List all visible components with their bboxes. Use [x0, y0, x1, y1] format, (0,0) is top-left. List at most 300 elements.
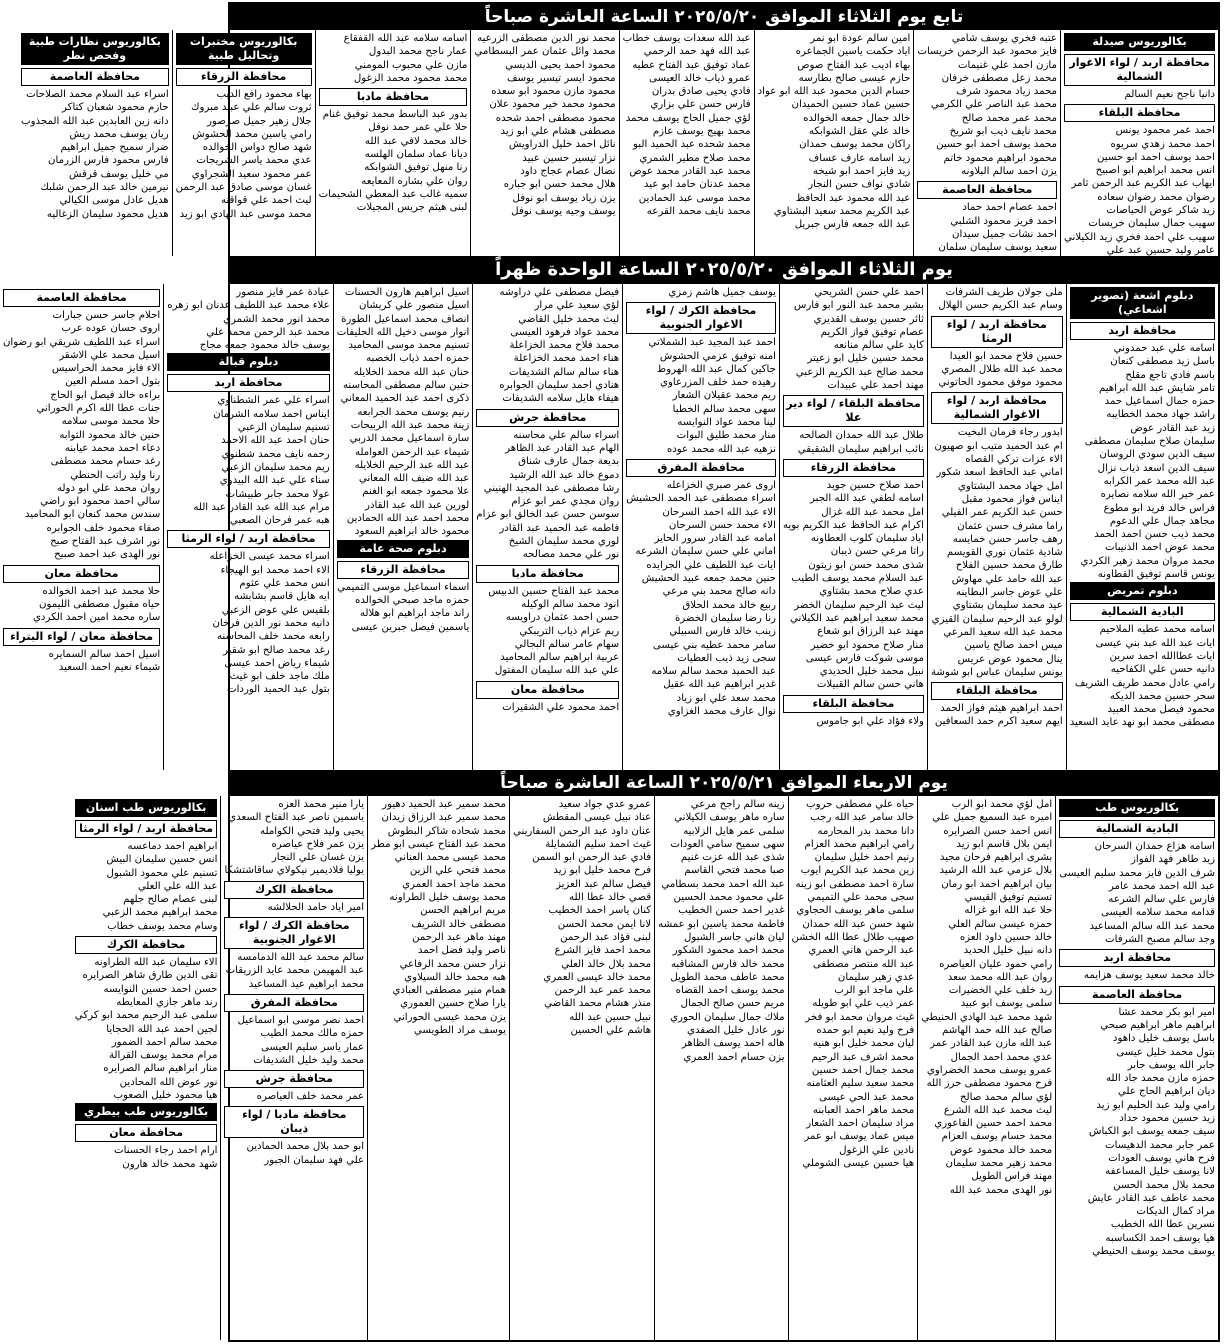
- candidate-name: قصي خالد عطا الله: [569, 892, 652, 904]
- candidate-name: بشرى ابراهيم فرحان مجيد: [939, 852, 1053, 864]
- candidate-name: علي ماجد ابو الرب: [834, 985, 915, 997]
- candidate-name: اروى حسان عوده عرب: [61, 323, 161, 335]
- candidate-name: جلال زهير جميل صرصور: [207, 115, 312, 127]
- candidate-name: غدير احمد حسن الخطيب: [678, 905, 785, 917]
- candidate-name: مريم ابراهيم الحسن: [420, 905, 506, 917]
- candidate-name: محمد ابراهيم محمد الزعبي: [102, 907, 218, 919]
- candidate-name: يوليا فلاديمير نيكولاي ساقاشتشكا: [224, 865, 365, 877]
- candidate-name: يارا منير محمد العزه: [278, 799, 365, 810]
- candidate-name: لانا ايمن محمد الحسن: [557, 918, 652, 930]
- candidate-name: محمد عبد الرحمن محمد علي: [206, 326, 330, 338]
- region-heading: محافظة المفرق: [224, 994, 364, 1012]
- candidate-name: لبنى عصام صالح جلهم: [123, 894, 218, 906]
- region-heading: محافظة العاصمة: [21, 68, 169, 86]
- candidate-name: حسام الدين محمود عبد الله ابو عواد: [757, 86, 911, 98]
- candidate-name: اماني عبد الحافظ اسعد شكور: [936, 467, 1063, 479]
- candidate-name: مهند احمد علي عبيدات: [827, 380, 924, 392]
- candidate-name: سهى سميح سامي العودات: [670, 838, 785, 850]
- candidate-name: هيا حسين عيسى الشوملي: [802, 1158, 915, 1170]
- candidate-name: فرح هاني يوسف العودات: [1108, 1152, 1215, 1164]
- region-heading: محافظة الزرقاء: [176, 68, 312, 86]
- candidate-name: خالد محمد لافي عبد الله: [364, 135, 468, 147]
- program-title: بكالوريوس طب بيطري: [75, 1103, 218, 1121]
- candidate-name: راشد جهاد محمد الخطايبه: [1106, 409, 1215, 421]
- candidate-name: عبد الله مازن عبد القادر عمر: [930, 1038, 1053, 1050]
- candidate-name: هناء سالم سالم الشديفات: [509, 366, 620, 378]
- candidate-name: وسام عبد الكريم حسن الهلال: [938, 300, 1063, 312]
- candidate-name: محمد زعل مصطفى خرفان: [941, 72, 1057, 84]
- program-title: دبلوم صحة عامة: [337, 540, 470, 558]
- candidate-name: عبد الله حامد علي مهاوش: [951, 573, 1063, 585]
- candidate-name: ثائر حسين يوسف القديري: [813, 313, 924, 325]
- candidate-name: تسنيم توفيق القيسي: [964, 892, 1053, 904]
- candidate-name: بدور عبد الباسط محمد توفيق غنام: [322, 109, 468, 121]
- list-column: [163, 284, 332, 770]
- list-column: [917, 796, 1055, 1340]
- candidate-name: محمد احمد محمود الشكور: [672, 945, 785, 957]
- candidate-name: عبد الحميد محمد سالم سلامه: [651, 666, 776, 678]
- candidate-name: رنا منهل توفيق الشوابكه: [364, 162, 468, 174]
- candidate-name: اياد حكمت ياسين الجماعره: [795, 46, 911, 58]
- section-1: [21, 30, 1218, 256]
- region-heading: البادية الشمالية: [1059, 820, 1215, 838]
- candidate-name: دانيه محمد نور الدين فرخان: [212, 617, 330, 629]
- candidate-name: شهد محمد خالد هارون: [122, 1158, 218, 1170]
- candidate-name: رامي عادل محمد طريف الشريف: [1074, 677, 1215, 689]
- candidate-name: الاء عبد الله احمد السرحان: [662, 506, 776, 518]
- region-heading: محافظة البلقاء: [931, 682, 1063, 700]
- candidate-name: عربية ابراهيم سالم المحاميد: [500, 652, 620, 664]
- candidate-name: زيد حسين محمود حداد: [1119, 1113, 1215, 1125]
- candidate-name: سحر حسين محمد الديكه: [1109, 690, 1215, 702]
- candidate-name: لؤي سالم محمد صالح: [959, 1091, 1053, 1103]
- candidate-name: هلال محمد حسن ابو جباره: [503, 179, 616, 191]
- candidate-name: بتول عبد الحميد الوردات: [227, 684, 330, 696]
- candidate-name: راكان محمد يوسف حمدان: [799, 139, 911, 151]
- list-column: [1060, 30, 1218, 256]
- candidate-name: محمد عبد الفتاح حسين الدبيس: [488, 585, 620, 597]
- list-column: [0, 284, 163, 770]
- list-column: [509, 796, 654, 1340]
- candidate-name: محمد شحاده شاكر البطوش: [387, 825, 506, 837]
- list-column: [927, 284, 1066, 770]
- candidate-name: اسراء سالم علي محاسنه: [513, 429, 620, 441]
- candidate-name: ايه هايل قاسم بشابشه: [234, 591, 330, 603]
- candidate-name: محمد عبد الناصر علي الكرمي: [930, 99, 1057, 111]
- candidate-name: باسم فادي تاجع مقلح: [1125, 369, 1215, 381]
- candidate-name: عبد الله علي العلي: [137, 880, 218, 892]
- list-column: [315, 30, 471, 256]
- candidate-name: تامر شايش عبد الله ابراهيم: [1098, 382, 1215, 394]
- program-title: بكالوريوس نظارات طبية وفحص نظر: [21, 33, 169, 65]
- candidate-name: فاطمة محمد ياسين ابو عمشه: [658, 918, 785, 930]
- candidate-name: سعيد يوسف سليمان سلمان: [938, 242, 1057, 254]
- candidate-name: زين محمد عبد الكريم ايوب: [800, 865, 915, 877]
- candidate-name: محمد نايف ذيب ابو شريخ: [949, 126, 1057, 138]
- newspaper-page: [2, 2, 1220, 1342]
- candidate-name: وسام محمد يوسف خطاب: [107, 920, 218, 932]
- candidate-name: طارق محمد حسين الفلاح: [955, 560, 1063, 572]
- candidate-name: ثروت سالم علي عبيد مبروك: [191, 102, 312, 114]
- candidate-name: هاله احمد يوسف الظاهر: [681, 1038, 785, 1050]
- candidate-name: سهى محمد سالم الخطبا: [672, 403, 776, 415]
- region-heading: محافظة الزرقاء: [337, 561, 470, 579]
- candidate-name: روان علي بشاره المعايعه: [361, 175, 468, 187]
- candidate-name: حسن احمد عثمان دراويسه: [505, 612, 620, 624]
- candidate-name: همام منير مصطفى العبادي: [392, 985, 506, 997]
- candidate-name: محمد خالد عيسى العمري: [543, 971, 652, 983]
- candidate-name: حياه علي مصطفى حروب: [805, 799, 915, 810]
- region-heading: محافظة البلقاء / لواء دير علا: [783, 395, 924, 427]
- candidate-name: هنادي احمد سليمان الجوابره: [499, 380, 620, 392]
- candidate-name: ايناس فواز محمود مقبل: [961, 493, 1063, 505]
- candidate-name: حمزه ماجد صبحي الخوالده: [355, 594, 470, 606]
- candidate-name: ياسمين فيصل جبرين عيسى: [351, 621, 470, 633]
- candidate-name: لوري محمد سليمان الشيخ: [508, 536, 620, 548]
- candidate-name: اسراء عبد السلام محمد الصلاحات: [26, 89, 169, 100]
- section-heading-3: يوم الاربعاء الموافق ٢٠٢٥/٥/٢١ الساعة العاشرة صباحاً: [230, 770, 1218, 796]
- candidate-name: محمد عوض احمد الذنيبات: [1105, 542, 1215, 554]
- program-title: بكالوريوس طب اسنان: [75, 799, 218, 817]
- program-title: دبلوم قبالة: [167, 353, 329, 371]
- candidate-name: مراد سليمان احمد الشعار: [806, 1118, 915, 1130]
- candidate-name: محمد عاطف عبد القادر عايش: [1087, 1192, 1215, 1204]
- candidate-name: خالد محمد سعيد يوسف هزايمه: [1083, 970, 1215, 982]
- candidate-name: محمد سالم احمد الضمور: [111, 1036, 218, 1048]
- candidate-name: عمار ياسر سليم العيسى: [261, 1041, 365, 1053]
- candidate-name: الاء عزات تركي القصاه: [965, 454, 1063, 466]
- candidate-name: جاكين كمال عبد الله الهروط: [656, 363, 776, 375]
- candidate-name: ايات عطاالله احمد سرين: [1109, 650, 1215, 662]
- candidate-name: عبد الله احمد محمد عامر: [1108, 880, 1215, 892]
- candidate-name: يوسف وجيه يوسف نوفل: [511, 205, 616, 217]
- candidate-name: محمد خالد محمود عوض: [950, 1144, 1053, 1156]
- candidate-name: ذكرى احمد عبد الحميد المعاني: [340, 393, 470, 405]
- candidate-name: اميره عبد السميع جميل علي: [932, 812, 1053, 824]
- candidate-name: يزن زياد يوسف ابو نوفل: [512, 192, 616, 204]
- candidate-name: محمد نايف محمد القرعه: [646, 205, 751, 217]
- candidate-name: يونس قاسم توفيق القطاونه: [1097, 569, 1215, 581]
- candidate-name: ليث محمد خليل القاضي: [518, 313, 620, 325]
- region-heading: محافظة جرش: [224, 1070, 364, 1088]
- candidate-name: لبنى هيثم جريس المجيلات: [356, 202, 468, 214]
- section-heading-2: يوم الثلاثاء الموافق ٢٠٢٥/٥/٢٠ الساعة الواحدة ظهراً: [230, 256, 1218, 284]
- candidate-name: مرام محمد يوسف القرالة: [108, 1050, 218, 1062]
- candidate-name: مازن احمد علي غنيمات: [957, 59, 1057, 71]
- candidate-name: محمد عمر محمد صالح: [961, 112, 1057, 124]
- candidate-name: احمد يوسف احمد ابو حسين: [1096, 151, 1215, 163]
- candidate-name: شذى عبد الله عزت غنيم: [680, 852, 785, 864]
- candidate-name: خالد سامر عبد الله رجب: [810, 812, 915, 824]
- candidate-name: كنان ياسر احمد الخطيب: [548, 905, 652, 917]
- candidate-name: امير اياد حامد الحلالشه: [267, 901, 365, 913]
- candidate-name: صبا محمد فتحي القاسم: [684, 865, 785, 877]
- region-heading: محافظة معان / لواء البتراء: [3, 628, 160, 646]
- candidate-name: عبد الله احمد محمد بسطامي: [661, 878, 785, 890]
- candidate-name: مهند ماهر عبد الرحمن: [412, 931, 506, 943]
- candidate-name: فرح محمود مصطفى حرز الله: [926, 1078, 1053, 1090]
- candidate-name: حلا علي عمر حمد نوفل: [368, 122, 468, 134]
- candidate-name: انوار موسى دخيل الله الحليفات: [336, 326, 470, 338]
- program-title: بكالوريوس مختبرات وتحاليل طبية: [176, 33, 312, 65]
- candidate-name: روان عبد الله محمد سعد: [947, 971, 1053, 983]
- list-column: [472, 284, 622, 770]
- candidate-name: محمود محمد خير محمود علان: [489, 99, 616, 111]
- candidate-name: رابعه محمد خلف المحاسنه: [216, 631, 330, 643]
- candidate-name: فرح وليد نعيم ابو حمده: [816, 1025, 915, 1037]
- candidate-name: مراد كمال الديكات: [1136, 1206, 1215, 1218]
- candidate-name: سهيب علي احمد فخري زيد الكيلاني: [1064, 231, 1215, 243]
- candidate-name: ليث عبد الرحيم سليمان الخضر: [794, 599, 924, 611]
- candidate-name: نور اشرف عبد الفتاح صبح: [50, 536, 161, 548]
- candidate-name: ساره محمد امين احمد الكردي: [32, 612, 161, 624]
- candidate-name: انود محمد سالم الوكيله: [521, 598, 620, 610]
- candidate-name: خالد جمال جمعه الخوالده: [803, 112, 911, 124]
- list-column: [333, 284, 473, 770]
- candidate-name: عبد الله عبد الرحيم الخلايله: [354, 459, 470, 471]
- candidate-name: نوال عارف محمد الغزاوي: [667, 706, 776, 718]
- candidate-name: هيا يوسف احمد الكساسبه: [1105, 1232, 1215, 1244]
- candidate-name: اسراء محمد عيسى الخزاعله: [209, 551, 330, 563]
- candidate-name: حمزه مالك محمد الطيب: [260, 1028, 365, 1040]
- candidate-name: شيماء عبد الرحمن العوامله: [354, 446, 470, 458]
- region-heading: محافظة الزرقاء: [783, 459, 924, 477]
- candidate-name: امل محمد عبد الله غزال: [821, 506, 924, 518]
- list-column: [470, 30, 618, 256]
- candidate-name: زيد فايز احمد ابو شيخه: [812, 165, 911, 177]
- candidate-name: لجين احمد عبد الله الحجايا: [106, 1023, 218, 1035]
- candidate-name: سوسن حسن عبد الخالق ابو عزام: [476, 509, 620, 521]
- candidate-name: عمر محمد خلف العياصره: [256, 1091, 365, 1103]
- region-heading: محافظة اربد / لواء الرمثا: [75, 820, 218, 838]
- candidate-name: عبد الكريم محمد سعيد البشتاوي: [773, 205, 911, 217]
- candidate-name: سيف جمعه يوسف ابو الكباش: [1089, 1126, 1215, 1138]
- candidate-name: حياه مقبول مصطفى الليمون: [39, 598, 161, 610]
- candidate-name: محمد اشرف عبد الرحيم: [811, 1051, 915, 1063]
- candidate-name: مرام عبد الله عبد القادر عبد الله: [193, 501, 330, 513]
- candidate-name: محمد عبد الله سالم المساعيد: [1089, 920, 1215, 932]
- candidate-name: علي عبد الله سليمان المفتول: [494, 665, 620, 677]
- candidate-name: براءه خالد فيصل ابو الحاج: [50, 389, 161, 401]
- candidate-name: امير ابو بكر محمد عشا: [1118, 1006, 1215, 1018]
- candidate-name: محمد ماجد احمد العمري: [402, 878, 506, 890]
- candidate-name: تسنيم علي محمود الشبول: [106, 867, 218, 879]
- candidate-name: راند ماجد ابراهيم ابو هلاله: [359, 608, 470, 620]
- candidate-name: هبه عمر فرحان الصعبي: [229, 515, 330, 527]
- program-title: بكالوريوس طب: [1059, 799, 1215, 817]
- candidate-name: محمد بلال خالد العلي: [561, 958, 652, 970]
- list-column: [220, 796, 367, 1340]
- candidate-name: ياسمين ناصر عبد الفتاح السعدي: [228, 812, 365, 824]
- candidate-name: سجى محمد علي التميمي: [807, 892, 915, 904]
- candidate-name: بتول احمد مسلم العين: [65, 376, 161, 388]
- candidate-name: محمد عيسى محمد العناني: [394, 852, 506, 864]
- candidate-name: محمد حسام يوسف العزام: [941, 1131, 1053, 1143]
- candidate-name: امل لؤي محمد ابو الرب: [951, 799, 1053, 810]
- candidate-name: محمد موسى عبد الهادي ابو زيد: [179, 208, 312, 220]
- candidate-name: اسامه محمد عطيه الملاحيم: [1099, 624, 1215, 636]
- candidate-name: حازم محمود شعبان كتاكر: [61, 102, 169, 114]
- candidate-name: هديل محمود سليمان الزغاليه: [46, 208, 169, 220]
- candidate-name: احمد ابراهيم هيثم فواز الحمد: [940, 703, 1063, 715]
- candidate-name: فرح محمد خليل ابو زيد: [553, 865, 652, 877]
- candidate-name: لولو عبد الرحيم سليمان القيزي: [931, 613, 1063, 625]
- candidate-name: محمد عبد الحي عيسى: [818, 1091, 915, 1103]
- candidate-name: سلمى يوسف ابو عبيد: [960, 998, 1053, 1010]
- candidate-name: دعاء احمد محمد عيابنه: [64, 442, 161, 454]
- candidate-name: ضرار سميح جميل ابراهيم: [60, 142, 169, 154]
- candidate-name: راتا مرعي حسن ذيبان: [830, 546, 924, 558]
- candidate-name: احمد فريز محمود الشلبي: [950, 215, 1057, 227]
- candidate-name: رشا مصطفى عبد المجيد الهنيني: [483, 482, 620, 494]
- candidate-name: عامر وليد حسين عبد علي: [1106, 244, 1215, 256]
- candidate-name: محمد حسين خليل ابو زعيتر: [807, 353, 924, 365]
- section-heading-1: تابع يوم الثلاثاء الموافق ٢٠٢٥/٥/٢٠ الساعة العاشرة صباحاً: [230, 4, 1218, 30]
- candidate-name: هيا محمود خليل الصعوب: [113, 1090, 218, 1102]
- candidate-name: دانا محمد بدر المحارمه: [817, 825, 915, 837]
- candidate-name: جابر الله يوسف جابر: [1127, 1059, 1215, 1071]
- candidate-name: مصطفى خالد الشريف: [411, 918, 506, 930]
- candidate-name: حسن احمد حسين النوايسه: [103, 983, 218, 995]
- candidate-name: الهام عبد القادر عبد الظاهر: [505, 442, 620, 454]
- candidate-name: محمود ايسر تيسير يوسف: [506, 72, 616, 84]
- candidate-name: عبد الله جمعه فارس جبريل: [794, 219, 911, 231]
- candidate-name: اسامه هزاع حمدان السرحان: [1094, 841, 1215, 852]
- candidate-name: يزن حسام احمد العمري: [683, 1051, 785, 1063]
- region-heading: محافظة اربد / لواء الرمثا: [931, 316, 1063, 348]
- candidate-name: اسامه علي عبد حمدوني: [1113, 343, 1215, 354]
- candidate-name: رامي حمود عليان العياصره: [939, 958, 1053, 970]
- candidate-name: لؤي سعيد علي مرار: [534, 300, 620, 312]
- candidate-name: لينا محمد عواد النوايسه: [677, 417, 776, 429]
- candidate-name: نسرين عطا الله الخطيب: [1110, 1219, 1215, 1231]
- candidate-name: فيصل سالم عبد العزيز: [555, 878, 652, 890]
- region-heading: محافظة الكرك / لواء الاغوار الجنوبية: [626, 302, 776, 334]
- candidate-name: فارس علي سالم الشرعه: [1108, 894, 1215, 906]
- candidate-name: محمد عواد فرهود العيسى: [510, 326, 620, 338]
- candidate-name: خالد علي عقل الشوابكه: [808, 126, 911, 138]
- candidate-name: محمد يوسف احمد القضاه: [675, 985, 785, 997]
- candidate-name: سارة اسماعيل محمد الدربي: [349, 433, 470, 445]
- candidate-name: محمد بلال محمد الحسن: [1113, 1179, 1215, 1191]
- candidate-name: ليان محمد خليل ابو هنيه: [812, 1038, 915, 1050]
- candidate-name: روان محمد علي ابو دوله: [56, 482, 161, 494]
- candidate-name: نبيل حسين عبد الله: [569, 1011, 652, 1023]
- program-title: دبلوم تمريض: [1070, 582, 1215, 600]
- candidate-name: صفاء محمود خلف الجوابره: [46, 522, 161, 534]
- candidate-name: محمد موسى عبد الحمادين: [638, 192, 751, 204]
- candidate-name: رامي ابراهيم محمد العزام: [804, 838, 915, 850]
- candidate-name: رهيده حمد خلف المزرعاوي: [659, 377, 776, 389]
- candidate-name: محمد صلاح مطير الشمري: [639, 152, 751, 164]
- candidate-name: باسل يوسف خليل داهود: [1112, 1033, 1215, 1045]
- candidate-name: محمد ماهر احمد العبابنه: [812, 1104, 915, 1116]
- candidate-name: مصطفى محمد ابو نهد عايد السعيد: [1069, 717, 1215, 729]
- candidate-name: ريم محمد سليمان الزعبي: [221, 461, 330, 473]
- candidate-name: محمد سعد علي ابو زياد: [676, 692, 776, 704]
- candidate-name: سهيب جمال سليمان خريسات: [1088, 218, 1215, 230]
- candidate-name: زيد شاكر عوض الحياصات: [1106, 205, 1215, 217]
- candidate-name: عبد المهيمن محمد عايد الزريقات: [225, 965, 365, 977]
- candidate-name: عبد الله ضيف الله المعاني: [358, 473, 470, 485]
- candidate-name: سالي احمد محمود ابو راضي: [40, 496, 161, 508]
- candidate-name: اروى عمر صبري الخزاعله: [666, 479, 776, 491]
- candidate-name: محمد يوسف احمد ابو حسين: [936, 139, 1057, 151]
- candidate-name: طلال عبد الله حمدان الصالحه: [799, 430, 924, 442]
- candidate-name: محمود موفق محمود الحاتوني: [938, 377, 1063, 389]
- candidate-name: هاشم علي الحسين: [570, 1025, 652, 1037]
- candidate-name: يحيى وليد فتحي الكوامله: [260, 825, 365, 837]
- candidate-name: احمد عمر محمود يونس: [1115, 125, 1215, 137]
- list-column: [913, 30, 1060, 256]
- candidate-name: محمد احمد فايز الشرع: [554, 945, 652, 957]
- candidate-name: شيماء نعيم احمد السعيد: [58, 661, 161, 673]
- candidate-name: فارس محمود فارس الزرمان: [48, 155, 169, 167]
- candidate-name: محمد وليد خليل الشديفات: [253, 1054, 365, 1066]
- candidate-name: مهند عبد الرزاق ابو شعاع: [817, 626, 924, 638]
- candidate-name: الاء فايز محمد الحراسيس: [51, 363, 161, 375]
- candidate-name: يزن احمد سالم البلاونه: [961, 165, 1057, 177]
- candidate-name: محمد نور الدين مصطفى الزرعيه: [477, 33, 616, 44]
- region-heading: محافظة اربد: [1070, 322, 1215, 340]
- candidate-name: سلمى ماهر يوسف الحجاوي: [796, 905, 915, 917]
- candidate-name: محمد سمير عبد الرزاق زيدان: [381, 812, 506, 824]
- candidate-name: رهف جاسر حسن خمايسه: [952, 533, 1063, 545]
- candidate-name: رنيم يوسف محمد الجرابعه: [357, 406, 470, 418]
- candidate-name: ريم عزام ذياب التريبكي: [519, 625, 620, 637]
- candidate-name: شذى محمد حسن ابو زيتون: [808, 559, 924, 571]
- candidate-name: بهاء محمود رافع الديب: [216, 89, 312, 100]
- candidate-name: سهام عامر سالم البجالي: [514, 638, 620, 650]
- candidate-name: محمد شحده عبد الحميد البو: [633, 139, 751, 151]
- candidate-name: شرف الدين فايز محمد سليم العيسى: [1059, 867, 1215, 879]
- candidate-name: دانه صالح محمد بني مرعي: [662, 586, 776, 598]
- candidate-name: سلمى عمر هايل الزلابيه: [683, 825, 785, 837]
- candidate-name: حسين فلاح محمد ابو العيدا: [949, 350, 1063, 362]
- candidate-name: احمد نشات جميل سيدان: [952, 228, 1057, 240]
- region-heading: البادية الشمالية: [1070, 603, 1215, 621]
- candidate-name: انس محمد علي عثوم: [239, 578, 330, 590]
- candidate-name: محمد عمر عبد الرحمن: [554, 985, 652, 997]
- candidate-name: محمد سعيد ابراهيم عبد الكيلاني: [789, 612, 924, 624]
- candidate-name: محمد زهير محمد سليمان: [945, 1158, 1053, 1170]
- candidate-name: محمد ابراهيم عيد المساعيد: [248, 978, 365, 990]
- candidate-name: عمر ذيب علي ابو طويله: [812, 998, 915, 1010]
- candidate-name: صهيب طلال عطا الله الخشن: [791, 931, 915, 943]
- candidate-name: غيث مروان محمد ابو فخر: [805, 1011, 915, 1023]
- candidate-name: محمد صالح عبد الكريم الزعبي: [795, 366, 924, 378]
- candidate-name: نور عوض الله المحادين: [119, 1076, 218, 1088]
- candidate-name: شادية عثمان نوري القويسم: [946, 547, 1063, 559]
- candidate-name: يوسف مراد الطويسي: [413, 1025, 506, 1037]
- candidate-name: انصاف محمد اسماعيل الطورة: [341, 313, 470, 325]
- region-heading: محافظة البلقاء: [783, 695, 924, 713]
- region-heading: محافظة معان: [3, 565, 160, 583]
- candidate-name: احمد محمود علي الشقيرات: [502, 701, 620, 713]
- candidate-name: ابدور رجاء فرمان البخيت: [957, 427, 1063, 439]
- candidate-name: اسيل منصور علي كريشان: [358, 300, 470, 312]
- candidate-name: احمد صلاح حسين جويد: [826, 479, 924, 491]
- candidate-name: محمد مروان محمد زهير الكردي: [1080, 555, 1215, 567]
- candidate-name: صالح عبد الله حمد الهاشم: [942, 1025, 1053, 1037]
- candidate-name: منذر هشام محمد القاضي: [544, 998, 652, 1010]
- candidate-name: اياد سليمان كلوب العطاونه: [810, 533, 924, 545]
- candidate-name: ايهاب عبد الكريم عبد الرحمن ثامر: [1071, 178, 1215, 190]
- candidate-name: جنات عطا الله اكرم الحوراني: [36, 403, 161, 415]
- candidate-name: ليان هاني جاسر الشبول: [683, 931, 785, 943]
- candidate-name: محمود ابراهيم محمود خاتم: [943, 152, 1057, 164]
- candidate-name: نور الهدى محمد عبد الله: [949, 1184, 1053, 1196]
